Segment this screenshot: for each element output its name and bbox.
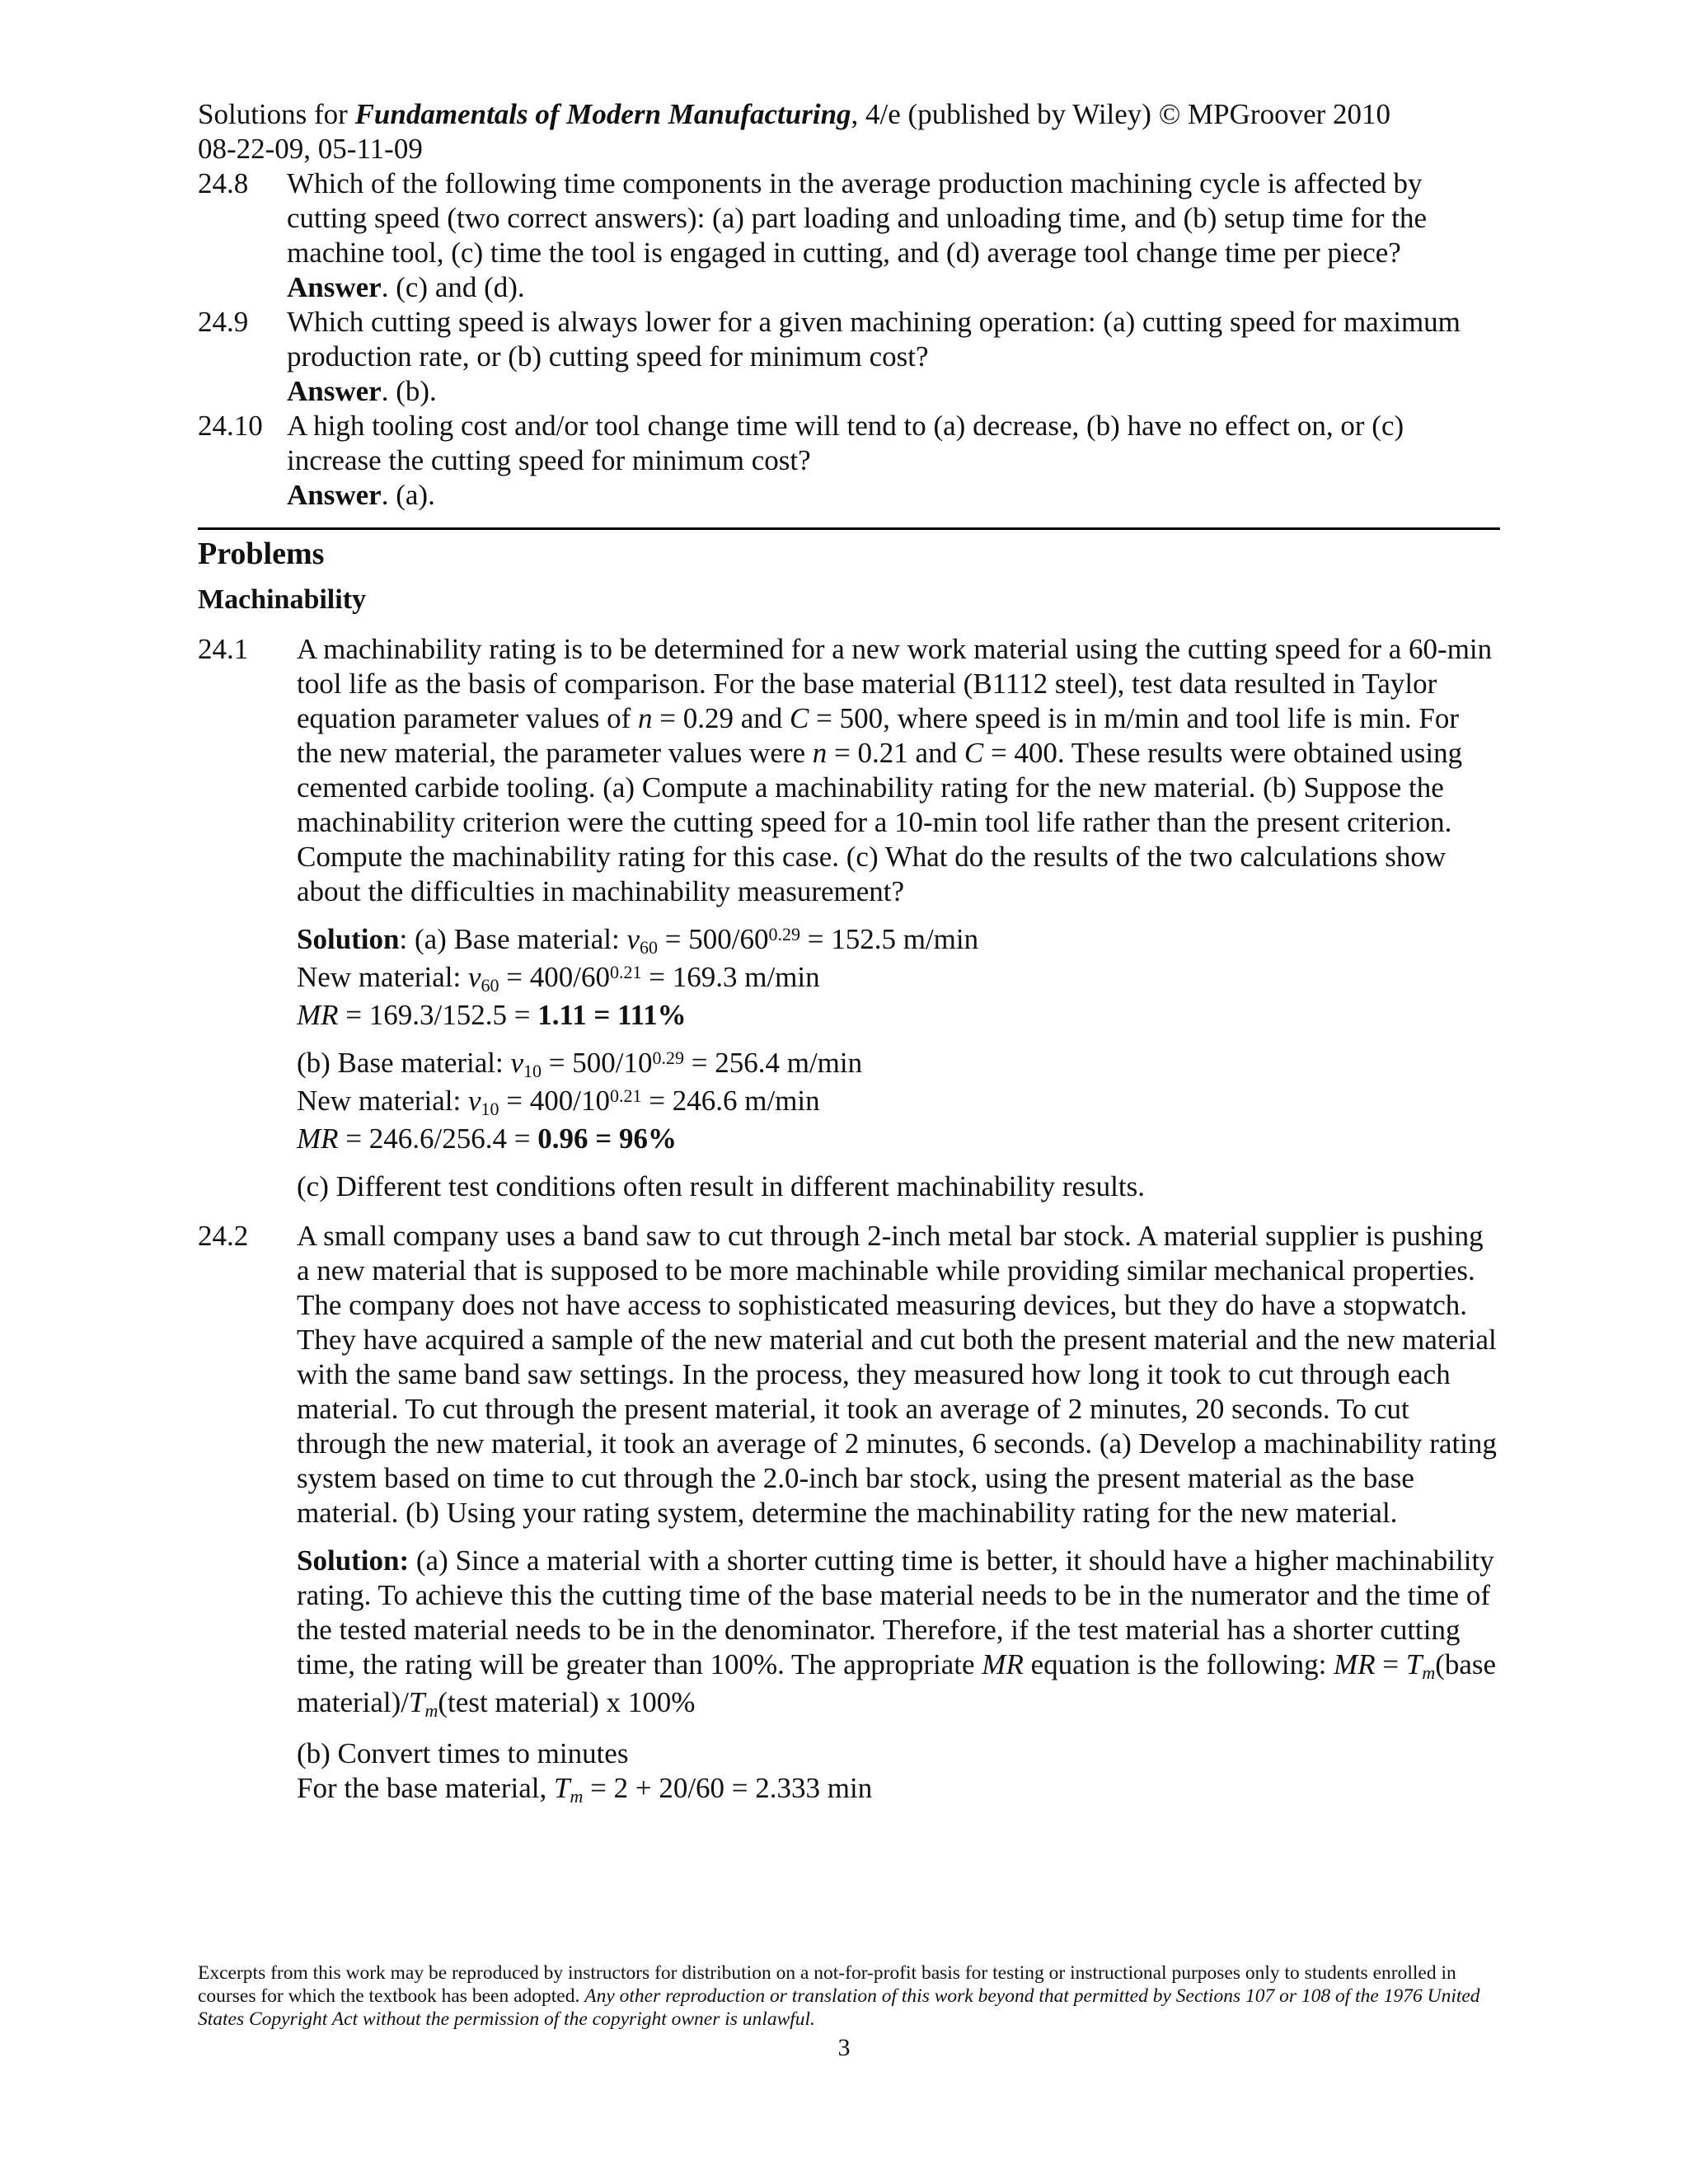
solution-part-b	[297, 1736, 1500, 1809]
copyright-footer	[198, 1961, 1500, 2031]
question-24-10	[198, 409, 1500, 513]
solution-label: Solution	[297, 923, 400, 955]
question-number: 24.9	[198, 306, 249, 338]
solution-line: For the base material, $T_m = 2 + 20/60 = 2.333$ min	[297, 1772, 873, 1807]
question-number: 24.10	[198, 410, 263, 442]
question-text: A high tooling cost and/or tool change time will tend to (a) decrease, (b) have no effect on, or (c) increase the cutting speed for minimum cost?	[287, 410, 1404, 476]
footer-italic-text: Any other reproduction or translation of this work beyond that permitted by Sections 107 or 108 of the 1976 United States Copyright Act without the permission of the copyright owner is unlawful.	[198, 1985, 1480, 2030]
problem-text: A small company uses a band saw to cut through 2-inch metal bar stock. A material supplier is pushing a new material that is supposed to be more machinable while providing similar mechanical properties. The company does not have access to sophisticated measuring devices, but they do have a stopwatch. They have acquired a sample of the new material and cut both the present material and the new material with the same band saw settings. In the process, they measured how long it took to cut through each material. To cut through the present material, it took an average of 2 minutes, 20 seconds. To cut through the new material, it took an average of 2 minutes, 6 seconds. (a) Develop a machinability rating system based on time to cut through the 2.0-inch bar stock, using the present material as the base material. (b) Using your rating system, determine the machinability rating for the new material.	[297, 1220, 1497, 1529]
problem-24-1	[198, 632, 1500, 1204]
answer-label: Answer	[287, 271, 382, 303]
question-24-9	[198, 305, 1500, 409]
solution-line: Solution: (a) Base material: $v_{60} = 500/60^{0.29} = 152.5$ m/min	[297, 923, 979, 958]
question-text: Which cutting speed is always lower for a given machining operation: (a) cutting speed for maximum production rate, or (b) cutting speed for minimum cost?	[287, 306, 1461, 373]
answer-line	[287, 270, 1500, 305]
problem-number: 24.1	[198, 633, 249, 665]
solution-paragraph: Solution: (a) Since a material with a shorter cutting time is better, it should have a higher machinability rating. To achieve this the cutting time of the base material needs to be in the numerator and the time of the tested material needs to be in the denominator. Therefore, if the test material has a shorter cutting time, the rating will be greater than 100%. The appropriate MR equation is the following: MR = $T_m(base$ $material)/T_m(test$ material) x 100%	[297, 1544, 1497, 1721]
answer-value: . (a).	[381, 479, 435, 511]
solution-line: New material: $v_{10} = 400/10^{0.21} = 246.6$ m/min	[297, 1085, 820, 1119]
header-prefix: Solutions for	[198, 98, 355, 130]
question-text: Which of the following time components in the average production machining cycle is affected by cutting speed (two correct answers): (a) part loading and unloading time, and (b) setup time for the machine tool, (c) time the tool is engaged in cutting, and (d) average tool change time per piece?	[287, 167, 1428, 269]
problems-heading: Problems	[198, 537, 325, 571]
solution-part-a	[297, 922, 1500, 1033]
problem-text: A machinability rating is to be determined for a new work material using the cutting speed for a 60-min tool life as the basis of comparison. For the base material (B1112 steel), test data resulted in Taylor equation parameter values of n = 0.29 and C = 500, where speed is in m/min and tool life is min. For the new material, the parameter values were n = 0.21 and C = 400. These results were obtained using cemented carbide tooling. (a) Compute a machinability rating for the new material. (b) Suppose the machinability criterion were the cutting speed for a 10-min tool life rather than the present criterion. Compute the machinability rating for this case. (c) What do the results of the two calculations show about the difficulties in machinability measurement?	[297, 633, 1493, 907]
problem-24-2	[198, 1219, 1500, 1809]
answer-line	[287, 478, 1500, 513]
solution-part-b	[297, 1046, 1500, 1156]
solution-line: (b) Convert times to minutes	[297, 1737, 629, 1769]
solution-line: (b) Base material: $v_{10} = 500/10^{0.29} = 256.4$ m/min	[297, 1047, 863, 1081]
machinability-heading: Machinability	[198, 584, 367, 615]
solution-line: (c) Different test conditions often result in different machinability results.	[297, 1170, 1145, 1202]
solution-label: Solution:	[297, 1544, 410, 1577]
question-24-8	[198, 166, 1500, 305]
running-header	[198, 97, 1500, 132]
header-suffix: , 4/e (published by Wiley) © MPGroover 2010	[851, 98, 1391, 130]
answer-label: Answer	[287, 375, 382, 407]
solution-part-c	[297, 1169, 1500, 1204]
solution-part-a	[297, 1544, 1500, 1723]
solution-line: New material: $v_{60} = 400/60^{0.21} = 169.3$ m/min	[297, 961, 820, 996]
answer-line	[287, 374, 1500, 409]
question-number: 24.8	[198, 167, 249, 199]
footer-text: Excerpts from this work may be reproduced by instructors for distribution on a not-for-profit basis for testing or instructional purposes only to students enrolled in courses for which the textbook has been adopted.	[198, 1962, 1456, 2007]
document-page	[198, 97, 1500, 1809]
solution-result: MR = 246.6/256.4 = 0.96 = 96%	[297, 1122, 677, 1155]
answer-value: . (b).	[381, 375, 437, 407]
header-dates: 08-22-09, 05-11-09	[198, 133, 423, 165]
page-number: 3	[837, 2034, 851, 2061]
answer-label: Answer	[287, 479, 382, 511]
book-title: Fundamentals of Modern Manufacturing	[354, 98, 851, 130]
problem-number: 24.2	[198, 1220, 249, 1252]
answer-value: . (c) and (d).	[381, 271, 525, 303]
section-divider	[198, 527, 1500, 530]
solution-result: MR = 169.3/152.5 = 1.11 = 111%	[297, 999, 687, 1031]
